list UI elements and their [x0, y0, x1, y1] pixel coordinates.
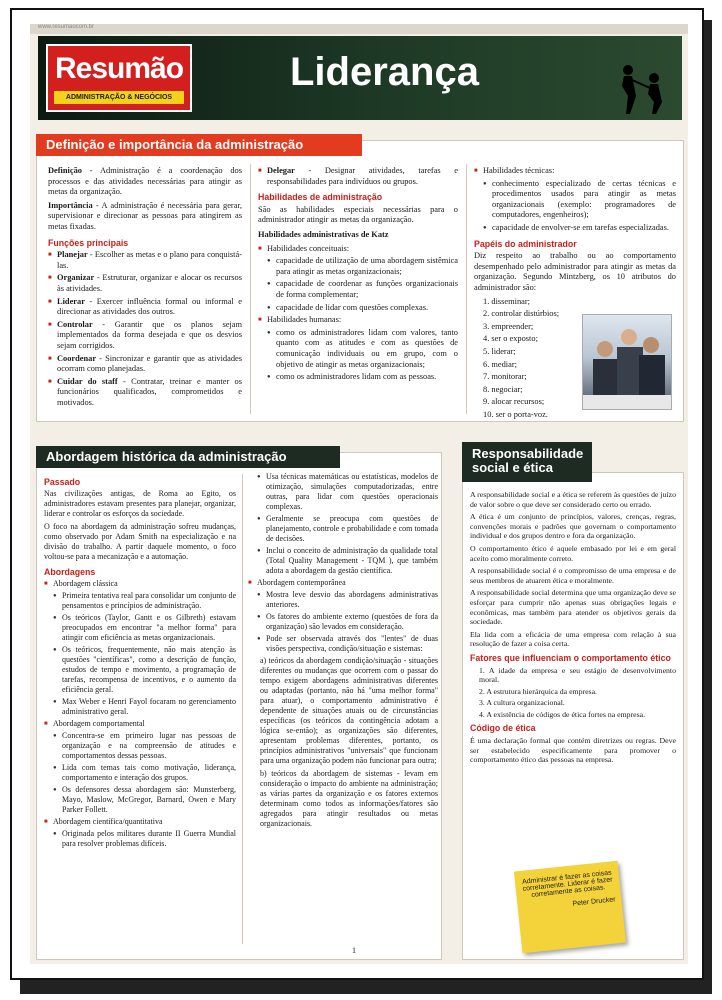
ethics-paragraph: A responsabilidade social e a ética se referem às questões de juízo de valor sobre o que deve ser considerado certo ou errado. — [470, 490, 676, 509]
sec3-column — [470, 490, 676, 768]
sec2-column-1 — [44, 472, 236, 851]
page-number: 1 — [352, 946, 356, 955]
ethics-paragraph: A responsabilidade social é o compromisso de uma empresa e de seus membros de atuarem ética e moralmente. — [470, 566, 676, 585]
factors-heading: Fatores que influenciam o comportamento ético — [470, 652, 671, 663]
list-item: 3. A cultura organizacional. — [479, 698, 565, 708]
list-item: ● capacidade de envolver-se em tarefas especializadas. — [474, 223, 676, 234]
sec1-column-2 — [258, 166, 458, 385]
list-item: 5. liderar; — [483, 346, 516, 356]
list-item: ■ Liderar - Exercer influência formal ou informal e direcionar as atividades dos outros. — [48, 297, 242, 318]
list-item: ● capacidade de lidar com questões complexas. — [258, 303, 458, 314]
page-shadow-bottom — [20, 980, 712, 994]
katz-heading: Habilidades administrativas de Katz — [258, 229, 389, 239]
list-item: 2. A estrutura hierárquica da empresa. — [479, 686, 597, 696]
section-history-heading: Abordagem histórica da administração — [36, 446, 340, 468]
list-item: ■ Habilidades técnicas: — [474, 166, 676, 177]
people-icon — [583, 315, 671, 409]
list-item: ■ Abordagem científica/quantitativa — [44, 817, 236, 827]
list-item: ■ Delegar - Designar atividades, tarefas e responsabilidades para indivíduos ou grupos. — [258, 166, 458, 187]
systems-paragraph: b) teóricos da abordagem de sistemas - levam em consideração o impacto do ambiente na administração; as várias partes da organização e os fatores externos determinam como todos as informações/fatores são agregados para atingir resultados ou metas organizacionais. — [260, 769, 438, 828]
past-paragraph: Nas civilizações antigas, de Roma ao Egito, os administradores estavam presentes para planejar, organizar, liderar e controlar os esforços da sociedade. — [44, 489, 236, 518]
past-heading: Passado — [44, 477, 81, 487]
url-strip: www.resumaocom.br — [30, 24, 688, 34]
brand-logo — [46, 44, 192, 112]
list-item: 1. disseminar; — [483, 296, 530, 306]
importance-paragraph: Importância - A administração é necessária para gerar, supervisionar e direcionar as pessoas para atingirem as metas fixadas. — [48, 200, 242, 231]
ethics-paragraph: A responsabilidade social determina que uma organização deve se esforçar para cumprir não apenas suas obrigações legais e econômicas, mas também para atender os objetivos gerais da sociedade. — [470, 588, 676, 627]
list-item: ● Geralmente se preocupa com questões de planejamento, controle e probabilidade e com tomada de decisões. — [248, 514, 438, 544]
list-item: ■ Habilidades conceituais: — [258, 244, 458, 255]
list-item: ● Os defensores dessa abordagem são: Munsterberg, Mayo, Maslow, McGregor, Barnard, Owen e Mary Parker Follett. — [44, 785, 236, 815]
list-item: ● Lida com temas tais como motivação, liderança, comportamento e interação dos grupos. — [44, 763, 236, 783]
business-team-photo — [582, 314, 672, 410]
list-item: ● capacidade de utilização de uma abordagem sistêmica para atingir as metas organizacionais; — [258, 256, 458, 277]
approaches-list — [44, 579, 236, 849]
list-item: 8. negociar; — [483, 384, 523, 394]
page-title: Liderança — [290, 50, 479, 94]
functions-list — [48, 250, 242, 408]
ethics-paragraph: A ética é um conjunto de princípios, valores, crenças, regras, convenções morais e padrões que governam o comportamento individual e dos grupos dentro e fora da organização. — [470, 512, 676, 541]
column-divider — [242, 474, 243, 944]
list-item: ● como os administradores lidam com valores, tanto quanto com as atitudes e com as questões de comunicação individuais ou em grupo, com o objetivo de atingir as metas organizacionais; — [258, 328, 458, 370]
list-item: ■ Abordagem contemporânea — [248, 578, 438, 588]
contingency-paragraph: a) teóricos da abordagem condição/situação - situações diferentes ou mudanças que ocorrem com o passar do tempo exigem abordagens administrativas diferentes ou adaptadas (portanto, não há "uma melhor forma" para atuar), o comportamento administrativo é dependente de situações atuais ou de circunstâncias específicas (os teóricos da contingência adotam a lógica se-então); as organizações são diferentes, apresentam problemas diferentes, portanto, os princípios administrativos "universais" que funcionam para uma organização podem não funcionar para outra; — [260, 656, 438, 765]
list-item: 1. A idade da empresa e seu estágio de desenvolvimento moral. — [479, 665, 676, 685]
list-item: ● Max Weber e Henri Fayol focaram no gerenciamento administrativo geral. — [44, 697, 236, 717]
list-item: ■ Coordenar - Sincronizar e garantir que as atividades ocorram como planejadas. — [48, 354, 242, 375]
ethics-paragraph: Ela lida com a eficácia de uma empresa com relação à sua resolução de fazer a coisa certa. — [470, 629, 676, 649]
guide-sheet — [30, 24, 688, 964]
list-item: ● Originada pelos militares durante II Guerra Mundial para resolver problemas difíceis. — [44, 829, 236, 849]
list-item: ■ Habilidades humanas: — [258, 315, 458, 326]
factors-list — [470, 666, 676, 720]
climbers-silhouette-icon — [606, 56, 676, 116]
code-paragraph: É uma declaração formal que contém diretrizes ou regras. Deve ser estabelecido especificamente para promover o comportamento ético das pessoas na empresa. — [470, 736, 676, 765]
list-item: ● Usa técnicas matemáticas ou estatísticas, modelos de otimização, simulações computadorizadas, entre outras, para lidar com questões operacionais complexas. — [248, 472, 438, 512]
header-banner — [38, 36, 682, 120]
quote-text: Administrar é fazer as coisas corretamente. Liderar é fazer corretamente as coisas. — [521, 869, 613, 899]
functions-heading: Funções principais — [48, 237, 129, 248]
list-item: ● Primeira tentativa real para consolidar um conjunto de pensamentos e princípios de administração. — [44, 591, 236, 611]
roles-list — [474, 297, 570, 421]
past-paragraph: O foco na abordagem da administração sofreu mudanças, como observado por Adam Smith na especialização e na divisão do trabalho. A partir daquele momento, o foco voltou-se para a mecanização e a automação. — [44, 522, 236, 561]
quote-author: Peter Drucker — [572, 896, 616, 908]
code-heading: Código de ética — [470, 723, 536, 734]
list-item: 10. ser o porta-voz. — [483, 409, 548, 419]
image-frame — [10, 8, 704, 980]
list-item: ■ Abordagem clássica — [44, 579, 236, 589]
sec2-column-2 — [248, 472, 438, 832]
list-item: ● conhecimento especializado de certas técnicas e procedimentos usados para atingir as metas organizacionais (exemplo: programadores de computadores, engenheiros); — [474, 179, 676, 221]
column-divider — [466, 164, 467, 414]
roles-paragraph: Diz respeito ao trabalho ou ao comportamento desempenhado pelo administrador para atingir as metas da organização. Segundo Mintzberg, os 10 atributos do administrador são: — [474, 251, 676, 292]
list-item: ■ Organizar - Estruturar, organizar e alocar os recursos às atividades. — [48, 273, 242, 294]
section-definition-heading: Definição e importância da administração — [36, 134, 362, 156]
roles-heading: Papéis do administrador — [474, 238, 577, 249]
brand-name: Resumão — [54, 52, 184, 85]
list-item: 3. empreender; — [483, 321, 534, 331]
katz-list — [258, 244, 458, 383]
section-ethics-heading: Responsabilidade social e ética — [462, 442, 592, 482]
brand-series: ADMINISTRAÇÃO & NEGÓCIOS — [54, 91, 184, 104]
list-item: ● capacidade de coordenar as funções organizacionais de forma complementar; — [258, 279, 458, 300]
list-item: ● como os administradores lidam com as pessoas. — [258, 372, 458, 383]
list-item: ● Os teóricos (Taylor, Gantt e os Gilbreth) estavam preocupados em encontrar "a melhor forma" para atingir com eficiência as metas organizacionais. — [44, 613, 236, 643]
list-item: ● Mostra leve desvio das abordagens administrativas anteriores. — [248, 590, 438, 610]
list-item: ● Os teóricos, frequentemente, não mais atenção às questões "científicas", como a descrição de função, estudos de tempo e movimento, a programação de tarefas, recompensa de incentivos, e o aumento da eficiência geral. — [44, 645, 236, 695]
list-item: ● Concentra-se em primeiro lugar nas pessoas de organização e na compreensão de atitudes e comportamentos dessas pessoas. — [44, 731, 236, 761]
list-item: ■ Controlar - Garantir que os planos sejam implementados da forma desejada e que os desvios sejam corrigidos. — [48, 320, 242, 352]
skills-paragraph: São as habilidades especiais necessárias para o administrador atingir as metas da organização. — [258, 204, 458, 225]
list-item: ■ Cuidar do staff - Contratar, treinar e manter os funcionários qualificados, comprometidos e motivados. — [48, 377, 242, 409]
definition-paragraph: Definição - Administração é a coordenação dos processos e das atividades necessárias para atingir as metas da organização. — [48, 166, 242, 197]
list-item: ■ Planejar - Escolher as metas e o plano para conquistá-las. — [48, 250, 242, 271]
list-item: ■ Abordagem comportamental — [44, 719, 236, 729]
list-item: 4. A existência de códigos de ética fortes na empresa. — [479, 709, 646, 719]
ethics-paragraph: O comportamento ético é aquele embasado por lei e em geral aceito como moralmente correto. — [470, 543, 676, 563]
approaches-heading: Abordagens — [44, 567, 96, 577]
list-item: ● Os fatores do ambiente externo (questões de fora da organização) são levados em consideração. — [248, 612, 438, 632]
column-divider — [250, 164, 251, 414]
quote-sticky-note — [514, 861, 626, 953]
list-item: 4. ser o exposto; — [483, 334, 538, 344]
list-item: 9. alocar recursos; — [483, 397, 545, 407]
sec1-column-1 — [48, 166, 242, 410]
list-item: ● Pode ser observada através dos "lentes" de duas visões perspectiva, condição/situação e sistemas: — [248, 634, 438, 654]
list-item: 7. monitorar; — [483, 372, 527, 382]
list-item: ● Inclui o conceito de administração da qualidade total (Total Quality Management - TQM ), que também adota a abordagem da gestão científica. — [248, 546, 438, 576]
skills-heading: Habilidades de administração — [258, 192, 383, 203]
list-item: 2. controlar distúrbios; — [483, 309, 560, 319]
list-item: 6. mediar; — [483, 359, 517, 369]
